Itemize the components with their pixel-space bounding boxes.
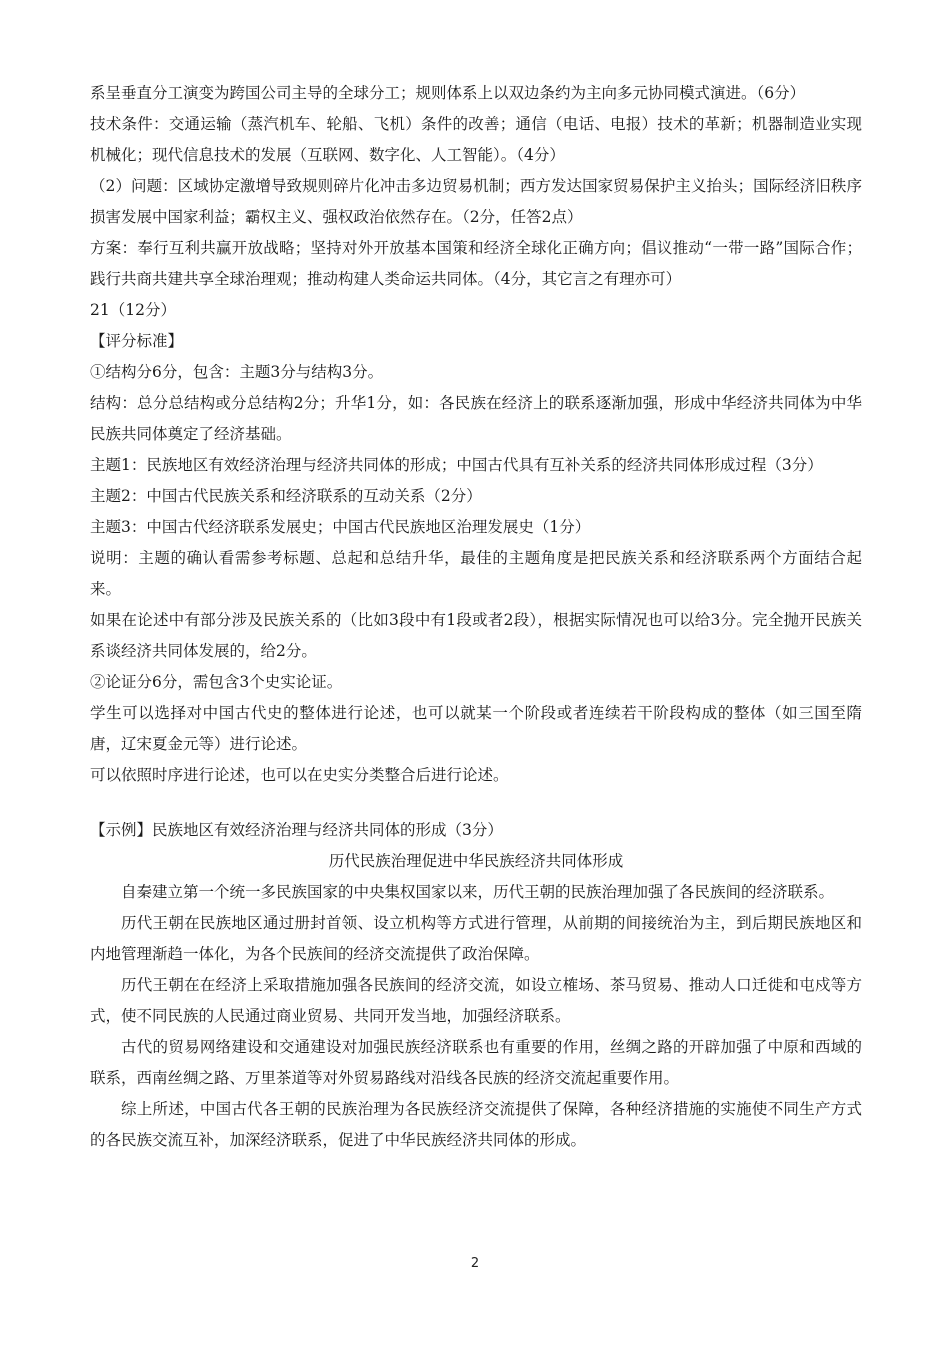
answer-tech-conditions: 技术条件：交通运输（蒸汽机车、轮船、飞机）条件的改善；通信（电话、电报）技术的革新；机器制造业实现机械化；现代信息技术的发展（互联网、数字化、人工智能）。（4分） — [90, 115, 862, 164]
structure-score: ①结构分6分，包含：主题3分与结构3分。 — [90, 363, 384, 381]
partial-credit-note: 如果在论述中有部分涉及民族关系的（比如3段中有1段或者2段），根据实际情况也可以给3分。完全抛开民族关系谈经济共同体发展的，给2分。 — [90, 611, 862, 660]
theme-1: 主题1：民族地区有效经济治理与经济共同体的形成；中国古代具有互补关系的经济共同体形成过程（3分） — [90, 456, 823, 474]
order-note: 可以依照时序进行论述，也可以在史实分类整合后进行论述。 — [90, 766, 509, 784]
students-choice-note: 学生可以选择对中国古代史的整体进行论述，也可以就某一个阶段或者连续若干阶段构成的整体（如三国至隋唐，辽宋夏金元等）进行论述。 — [90, 704, 862, 753]
example-paragraph: 综上所述，中国古代各王朝的民族治理为各民族经济交流提供了保障，各种经济措施的实施使不同生产方式的各民族交流互补，加深经济联系，促进了中华民族经济共同体的形成。 — [90, 1100, 862, 1149]
section-gap — [90, 791, 862, 815]
answer-plan: 方案：奉行互利共赢开放战略；坚持对外开放基本国策和经济全球化正确方向；倡议推动“一带一路”国际合作；践行共商共建共享全球治理观；推动构建人类命运共同体。（4分，其它言之有理亦可） — [90, 239, 862, 288]
theme-note: 说明：主题的确认看需参考标题、总起和总结升华，最佳的主题角度是把民族关系和经济联系两个方面结合起来。 — [90, 549, 862, 598]
example-label: 【示例】民族地区有效经济治理与经济共同体的形成（3分） — [90, 821, 503, 839]
question-21-header: 21（12分） — [90, 301, 176, 319]
example-paragraph: 历代王朝在在经济上采取措施加强各民族间的经济交流，如设立榷场、茶马贸易、推动人口迁徙和屯戍等方式，使不同民族的人民通过商业贸易、共同开发当地，加强经济联系。 — [90, 976, 862, 1025]
example-paragraph: 历代王朝在民族地区通过册封首领、设立机构等方式进行管理，从前期的间接统治为主，到后期民族地区和内地管理渐趋一体化，为各个民族间的经济交流提供了政治保障。 — [90, 914, 862, 963]
structure-detail: 结构：总分总结构或分总结构2分；升华1分，如：各民族在经济上的联系逐渐加强，形成中华经济共同体为中华民族共同体奠定了经济基础。 — [90, 394, 862, 443]
answer-problems: （2）问题：区域协定激增导致规则碎片化冲击多边贸易机制；西方发达国家贸易保护主义抬头；国际经济旧秩序损害发展中国家利益；霸权主义、强权政治依然存在。（2分，任答2点） — [90, 177, 862, 226]
page-number: 2 — [470, 1256, 480, 1271]
example-paragraph: 自秦建立第一个统一多民族国家的中央集权国家以来，历代王朝的民族治理加强了各民族间的经济联系。 — [121, 883, 835, 901]
theme-3: 主题3：中国古代经济联系发展史；中国古代民族地区治理发展史（1分） — [90, 518, 591, 536]
example-title: 历代民族治理促进中华民族经济共同体形成 — [328, 852, 624, 870]
criteria-title: 【评分标准】 — [90, 332, 184, 350]
argument-score: ②论证分6分，需包含3个史实论证。 — [90, 673, 343, 691]
example-paragraph: 古代的贸易网络建设和交通建设对加强民族经济联系也有重要的作用，丝绸之路的开辟加强了中原和西域的联系，西南丝绸之路、万里茶道等对外贸易路线对沿线各民族的经济交流起重要作用。 — [90, 1038, 862, 1087]
answer-structure-continuation: 系呈垂直分工演变为跨国公司主导的全球分工；规则体系上以双边条约为主向多元协同模式演进。（6分） — [90, 84, 806, 102]
theme-2: 主题2：中国古代民族关系和经济联系的互动关系（2分） — [90, 487, 482, 505]
document-page — [90, 78, 862, 1156]
